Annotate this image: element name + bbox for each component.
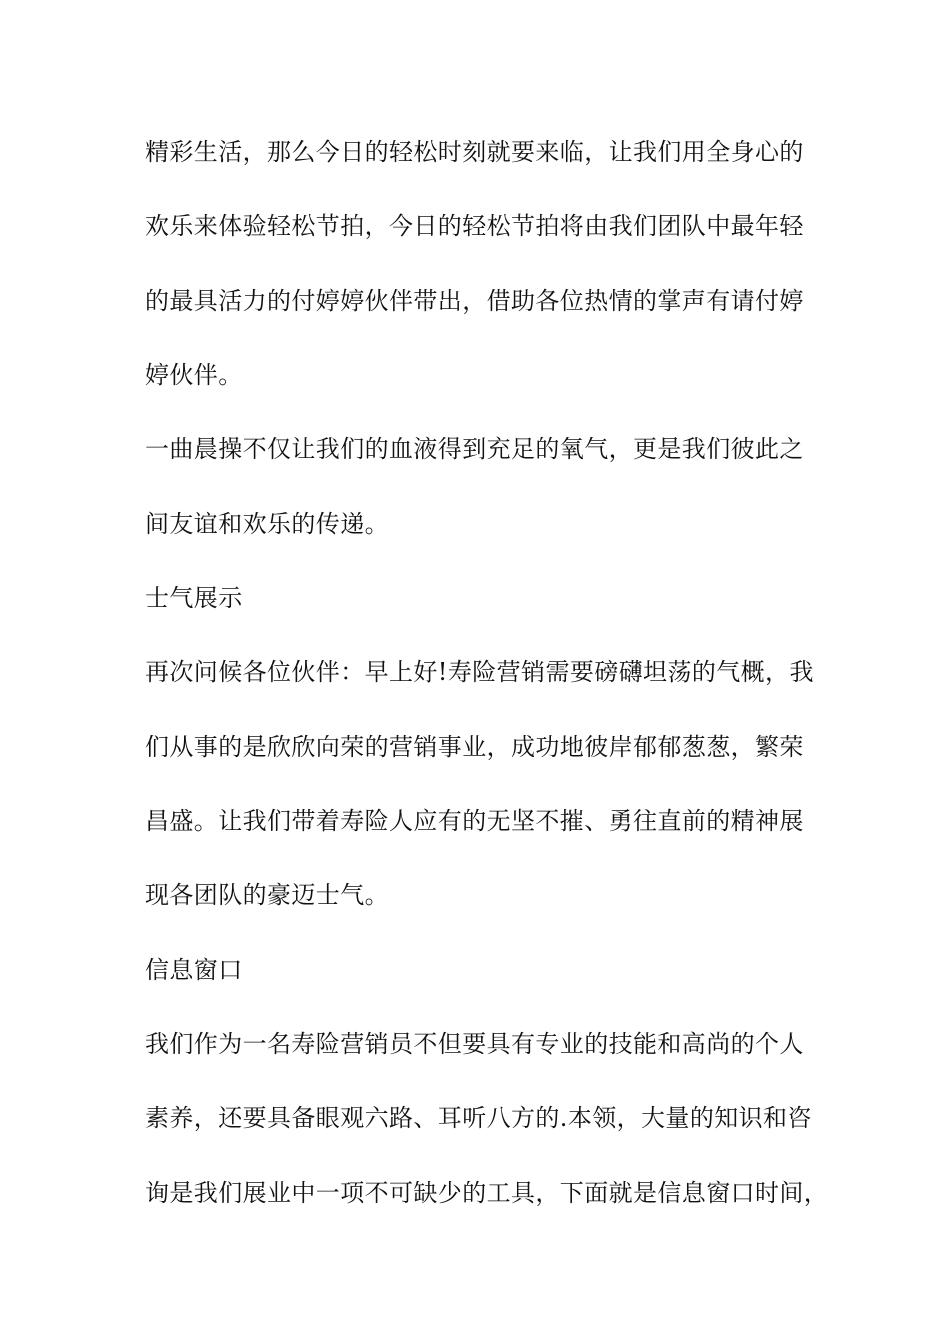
text-line: 询是我们展业中一项不可缺少的工具，下面就是信息窗口时间， xyxy=(145,1179,829,1207)
text-line: 间友谊和欢乐的传递。 xyxy=(145,510,389,538)
text-line: 欢乐来体验轻松节拍，今日的轻松节拍将由我们团队中最年轻 xyxy=(145,212,804,240)
section-heading: 信息窗口 xyxy=(145,956,243,984)
text-line: 现各团队的豪迈士气。 xyxy=(145,881,389,909)
text-line: 再次问候各位伙伴：早上好!寿险营销需要磅礴坦荡的气概，我 xyxy=(145,658,814,686)
text-line: 精彩生活，那么今日的轻松时刻就要来临，让我们用全身心的 xyxy=(145,138,804,166)
text-line: 昌盛。让我们带着寿险人应有的无坚不摧、勇往直前的精神展 xyxy=(145,807,804,835)
text-line: 们从事的是欣欣向荣的营销事业，成功地彼岸郁郁葱葱，繁荣 xyxy=(145,733,804,761)
section-heading: 士气展示 xyxy=(145,584,243,612)
text-line: 的最具活力的付婷婷伙伴带出，借助各位热情的掌声有请付婷 xyxy=(145,287,804,315)
text-line: 一曲晨操不仅让我们的血液得到充足的氧气，更是我们彼此之 xyxy=(145,435,804,463)
text-line: 婷伙伴。 xyxy=(145,361,243,389)
text-line: 我们作为一名寿险营销员不但要具有专业的技能和高尚的个人 xyxy=(145,1030,804,1058)
text-line: 素养，还要具备眼观六路、耳听八方的.本领，大量的知识和咨 xyxy=(145,1104,812,1132)
